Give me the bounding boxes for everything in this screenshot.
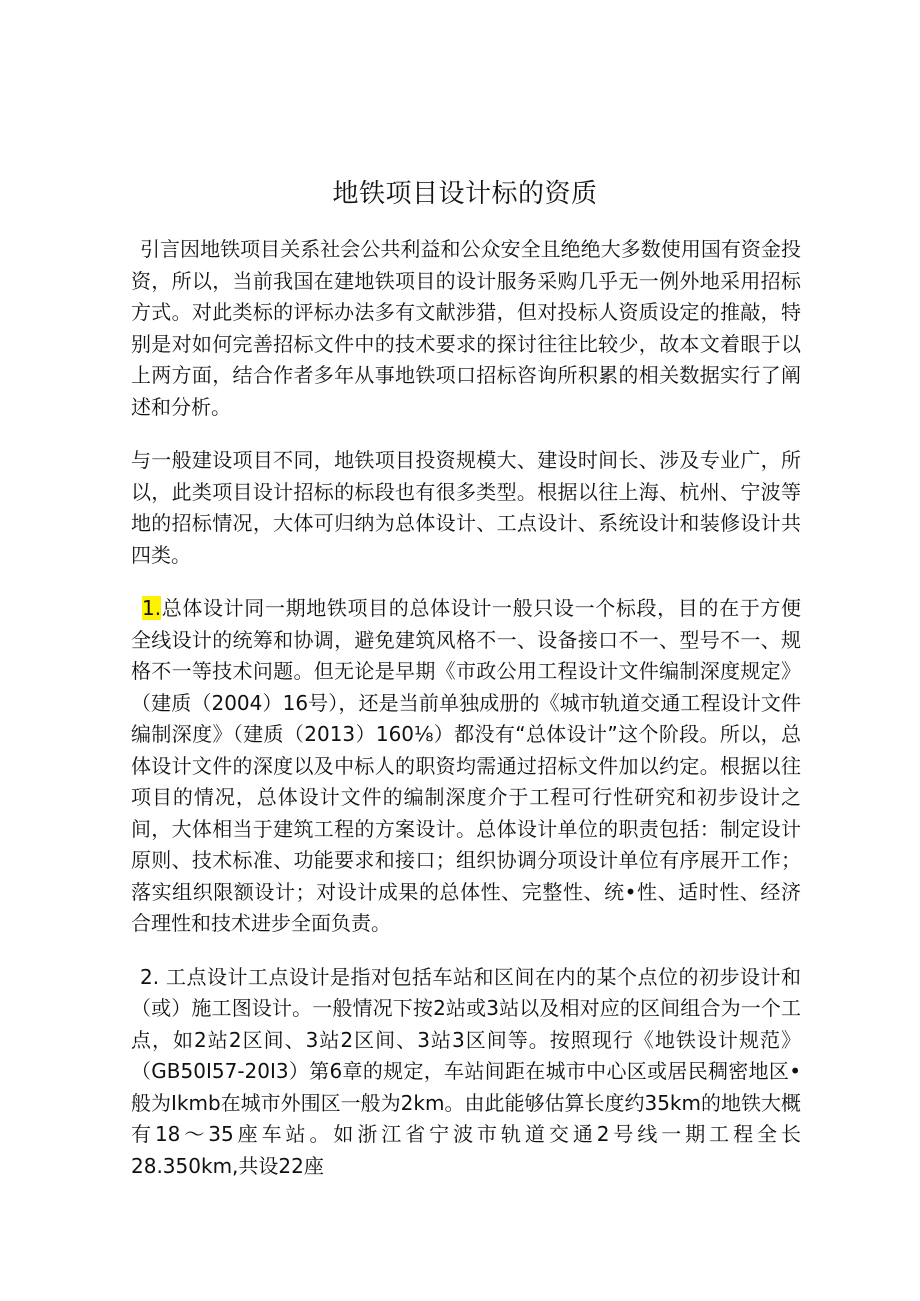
paragraph-intro: 引言因地铁项目关系社会公共利益和公众安全且绝绝大多数使用国有资金投资，所以，当前我国在建地铁项目的设计服务采购几乎无一例外地采用招标方式。对此类标的评标办法多有文献涉猎，但对投标人资质设定的推敲，特别是对如何完善招标文件中的技术要求的探讨往往比较少，故本文着眼于以上两方面，结合作者多年从事地铁项口招标咨询所积累的相关数据实行了阐述和分析。 [131,237,801,419]
paragraph-section-2: 2. 工点设计工点设计是指对包括车站和区间在内的某个点位的初步设计和（或）施工图设计。一般情况下按2站或3站以及相对应的区间组合为一个工点，如2站2区间、3站2区间、3站3区间等。按照现行《地铁设计规范》（GB50I57-20I3）第6章的规定，车站间距在城市中心区或居民稠密地区•般为Ikmb在城市外围区一般为2km。由此能够估算长度约35km的地铁大概有18〜35座车站。如浙江省宁波市轨道交通2号线一期工程全长28.350km,共设22座 [131,964,801,1178]
section-number-highlight: 1. [142,596,162,620]
paragraph-section-1-text: 总体设计同一期地铁项目的总体设计一般只设一个标段，目的在于方便全线设计的统筹和协调，避免建筑风格不一、设备接口不一、型号不一、规格不一等技术问题。但无论是早期《市政公用工程设计文件编制深度规定》（建质（2004）16号），还是当前单独成册的《城市轨道交通工程设计文件编制深度》（建质（2013）160⅛）都没有“总体设计”这个阶段。所以，总体设计文件的深度以及中标人的职资均需通过招标文件加以约定。根据以往项目的情况，总体设计文件的编制深度介于工程可行性研究和初步设计之间，大体相当于建筑工程的方案设计。总体设计单位的职责包括：制定设计原则、技术标准、功能要求和接口；组织协调分项设计单位有序展开工作；落实组织限额设计；对设计成果的总体性、完整性、统•性、适时性、经济合理性和技术进步全面负责。 [131,596,801,935]
document-body [131,234,801,1182]
paragraph-overview: 与一般建设项目不同，地铁项目投资规模大、建设时间长、涉及专业广，所以，此类项目设计招标的标段也有很多类型。根据以往上海、杭州、宁波等地的招标情况，大体可归纳为总体设计、工点设计、系统设计和装修设计共四类。 [131,448,801,567]
paragraph-section-1 [131,593,801,940]
document-title: 地铁项目设计标的资质 [332,179,598,209]
